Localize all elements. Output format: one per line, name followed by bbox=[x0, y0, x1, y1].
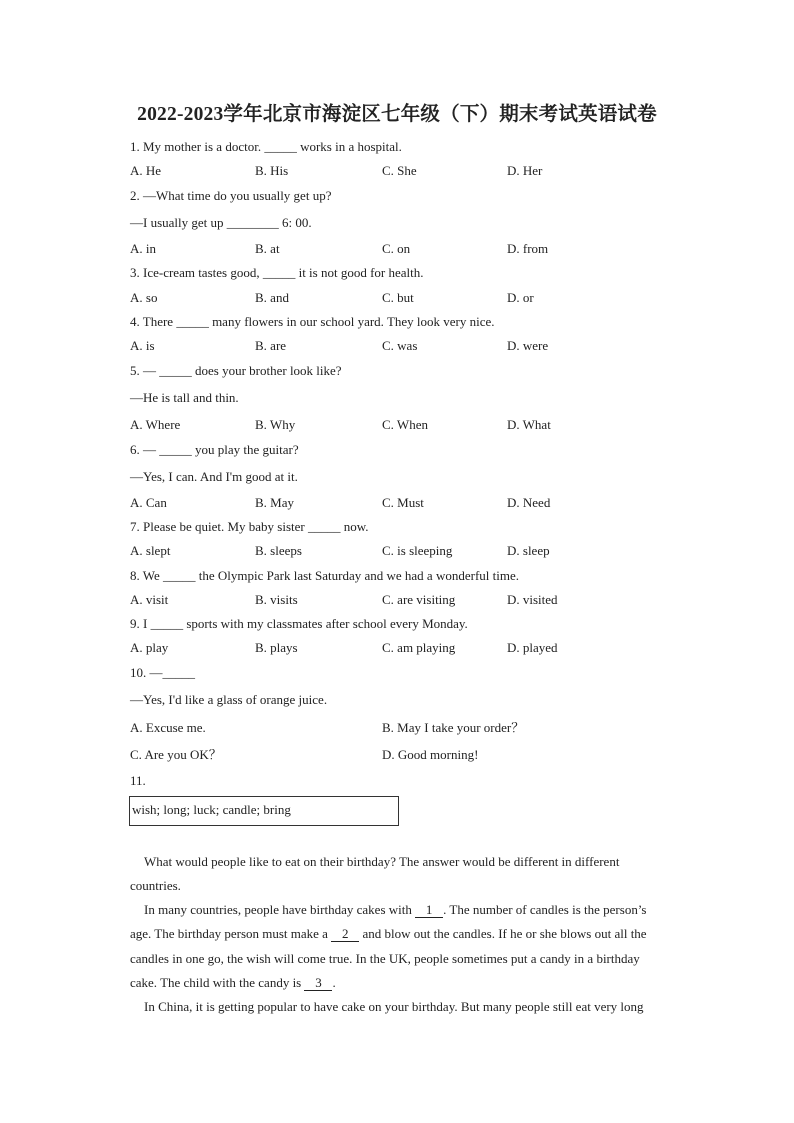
question-5-stem: 5. — _____ does your brother look like? bbox=[130, 363, 342, 378]
passage-p2-line3: candles in one go, the wish will come true. In the UK, people sometimes put a candy in a birthday bbox=[130, 951, 640, 966]
question-4-stem: 4. There _____ many flowers in our school yard. They look very nice. bbox=[130, 314, 495, 329]
question-2-reply: —I usually get up ________ 6: 00. bbox=[130, 215, 312, 230]
q10-option-d[interactable]: D. Good morning! bbox=[382, 747, 479, 762]
page-title: 2022-2023学年北京市海淀区七年级（下）期末考试英语试卷 bbox=[137, 104, 657, 125]
q5-option-a[interactable]: A. Where bbox=[130, 417, 181, 432]
q4-option-d[interactable]: D. were bbox=[507, 338, 549, 353]
q9-option-d[interactable]: D. played bbox=[507, 640, 558, 655]
q10-option-a[interactable]: A. Excuse me. bbox=[130, 720, 206, 735]
q7-option-c[interactable]: C. is sleeping bbox=[382, 543, 453, 558]
q2-option-b[interactable]: B. at bbox=[255, 241, 280, 256]
q4-option-c[interactable]: C. was bbox=[382, 338, 418, 353]
q1-option-c[interactable]: C. She bbox=[382, 163, 417, 178]
passage-p3-line1: In China, it is getting popular to have cake on your birthday. But many people still eat very long bbox=[144, 999, 644, 1014]
passage-text: In many countries, people have birthday cakes with bbox=[144, 902, 412, 917]
q5-option-c[interactable]: C. When bbox=[382, 417, 428, 432]
q7-option-a[interactable]: A. slept bbox=[130, 543, 171, 558]
q6-option-b[interactable]: B. May bbox=[255, 495, 294, 510]
q10-option-b[interactable]: B. May I take your order？ bbox=[382, 720, 525, 735]
q1-option-a[interactable]: A. He bbox=[130, 163, 162, 178]
question-10-stem: 10. —_____ bbox=[130, 665, 195, 680]
q4-option-b[interactable]: B. are bbox=[255, 338, 287, 353]
q7-option-b[interactable]: B. sleeps bbox=[255, 543, 302, 558]
question-5-reply: —He is tall and thin. bbox=[130, 390, 239, 405]
q9-option-c[interactable]: C. am playing bbox=[382, 640, 456, 655]
passage-text: age. The birthday person must make a bbox=[130, 926, 328, 941]
q3-option-a[interactable]: A. so bbox=[130, 290, 158, 305]
q1-option-b[interactable]: B. His bbox=[255, 163, 289, 178]
word-bank-box: wish; long; luck; candle; bring bbox=[129, 796, 399, 826]
passage-p1-line2: countries. bbox=[130, 878, 181, 893]
q6-option-a[interactable]: A. Can bbox=[130, 495, 167, 510]
q2-option-c[interactable]: C. on bbox=[382, 241, 411, 256]
q7-option-d[interactable]: D. sleep bbox=[507, 543, 550, 558]
q1-option-d[interactable]: D. Her bbox=[507, 163, 543, 178]
q8-option-c[interactable]: C. are visiting bbox=[382, 592, 456, 607]
q8-option-a[interactable]: A. visit bbox=[130, 592, 169, 607]
blank-2-input[interactable]: 2 bbox=[331, 927, 359, 942]
question-6-stem: 6. — _____ you play the guitar? bbox=[130, 442, 299, 457]
q4-option-a[interactable]: A. is bbox=[130, 338, 155, 353]
q3-option-c[interactable]: C. but bbox=[382, 290, 414, 305]
question-1-stem: 1. My mother is a doctor. _____ works in a hospital. bbox=[130, 139, 402, 154]
blank-3-input[interactable]: 3 bbox=[304, 976, 332, 991]
question-8-stem: 8. We _____ the Olympic Park last Saturday and we had a wonderful time. bbox=[130, 568, 519, 583]
q2-option-d[interactable]: D. from bbox=[507, 241, 549, 256]
q5-option-d[interactable]: D. What bbox=[507, 417, 551, 432]
passage-p2-line2 bbox=[130, 926, 647, 942]
q9-option-a[interactable]: A. play bbox=[130, 640, 169, 655]
q6-option-c[interactable]: C. Must bbox=[382, 495, 424, 510]
blank-1-input[interactable]: 1 bbox=[415, 903, 443, 918]
q6-option-d[interactable]: D. Need bbox=[507, 495, 551, 510]
passage-text: . bbox=[332, 975, 336, 990]
q3-option-b[interactable]: B. and bbox=[255, 290, 289, 305]
q8-option-b[interactable]: B. visits bbox=[255, 592, 298, 607]
question-10-reply: —Yes, I'd like a glass of orange juice. bbox=[130, 692, 328, 707]
question-11-number: 11. bbox=[130, 773, 146, 788]
q10-option-c[interactable]: C. Are you OK？ bbox=[130, 747, 222, 762]
passage-p1-line1: What would people like to eat on their birthday? The answer would be different in different bbox=[144, 854, 620, 869]
question-9-stem: 9. I _____ sports with my classmates after school every Monday. bbox=[130, 616, 468, 631]
question-3-stem: 3. Ice-cream tastes good, _____ it is not good for health. bbox=[130, 265, 424, 280]
question-7-stem: 7. Please be quiet. My baby sister _____ now. bbox=[130, 519, 369, 534]
q5-option-b[interactable]: B. Why bbox=[255, 417, 296, 432]
q3-option-d[interactable]: D. or bbox=[507, 290, 534, 305]
passage-p2-line1 bbox=[144, 902, 647, 918]
passage-text: cake. The child with the candy is bbox=[130, 975, 302, 990]
passage-p2-line4 bbox=[130, 975, 336, 991]
question-6-reply: —Yes, I can. And I'm good at it. bbox=[130, 469, 298, 484]
q9-option-b[interactable]: B. plays bbox=[255, 640, 298, 655]
q2-option-a[interactable]: A. in bbox=[130, 241, 156, 256]
passage-text: and blow out the candles. If he or she blows out all the bbox=[362, 926, 647, 941]
passage-text: . The number of candles is the person’s bbox=[443, 902, 647, 917]
question-2-stem: 2. —What time do you usually get up? bbox=[130, 188, 332, 203]
q8-option-d[interactable]: D. visited bbox=[507, 592, 558, 607]
